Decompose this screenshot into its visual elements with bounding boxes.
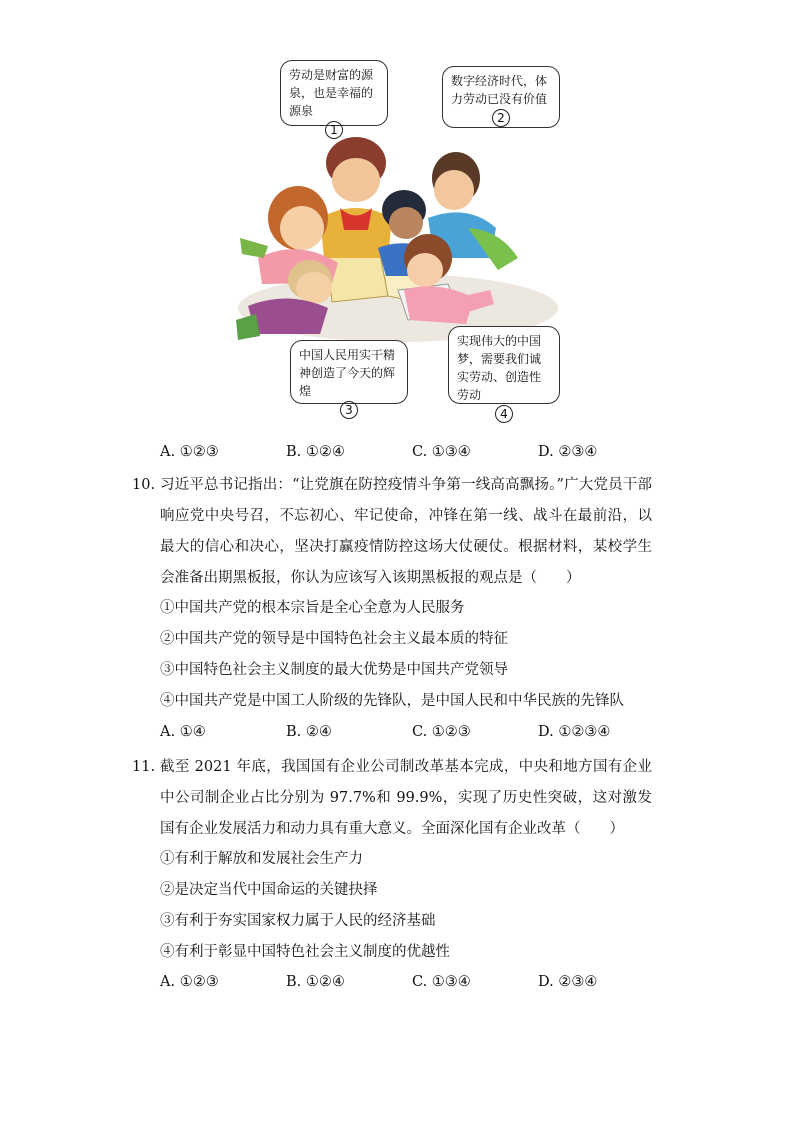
speech-bubble-1-text: 劳动是财富的源泉，也是幸福的源泉 (289, 68, 374, 118)
q9-options (160, 441, 720, 463)
q10-option-c[interactable]: C. ①②③ (412, 724, 471, 740)
q11-option-c[interactable]: C. ①③④ (412, 974, 471, 990)
q11-option-a[interactable]: A. ①②③ (160, 974, 219, 990)
bubble-number-2: 2 (492, 109, 510, 127)
q11-options (160, 971, 720, 993)
question-10-number: 10. (132, 477, 156, 493)
q10-statement-4: ④中国共产党是中国工人阶级的先锋队，是中国人民和中华民族的先锋队 (160, 693, 624, 709)
bubble-number-3: 3 (340, 401, 358, 419)
speech-bubble-3 (290, 340, 408, 417)
question-11-stem: 截至 2021 年底，我国国有企业公司制改革基本完成，中央和地方国有企业中公司制企业占比分别为 97.7%和 99.9%，实现了历史性突破，这对激发国有企业发展活力和动力具有重大意义。全面深化国有企业改革（ ） (160, 759, 652, 837)
speech-bubble-4-text: 实现伟大的中国梦，需要我们诚实劳动、创造性劳动 (457, 334, 542, 402)
speech-bubble-3-text: 中国人民用实干精神创造了今天的辉煌 (299, 348, 396, 398)
q10-statement-1: ①中国共产党的根本宗旨是全心全意为人民服务 (160, 600, 465, 616)
q10-option-d[interactable]: D. ①②③④ (538, 724, 611, 740)
speech-bubble-4 (448, 326, 560, 421)
q11-statement-1: ①有利于解放和发展社会生产力 (160, 851, 363, 867)
bubble-number-1: 1 (325, 121, 343, 139)
bubble-number-4: 4 (495, 405, 513, 423)
q10-option-a[interactable]: A. ①④ (160, 724, 206, 740)
question-10-stem: 习近平总书记指出：“让党旗在防控疫情斗争第一线高高飘扬。”广大党员干部响应党中央号召，不忘初心、牢记使命，冲锋在第一线、战斗在最前沿，以最大的信心和决心，坚决打赢疫情防控这场大仗硬仗。根据材料，某校学生会准备出期黑板报，你认为应该写入该期黑板报的观点是（ ） (160, 477, 652, 586)
q9-option-b[interactable]: B. ①②④ (286, 444, 345, 460)
q9-option-a[interactable]: A. ①②③ (160, 444, 219, 460)
q10-options (160, 721, 720, 743)
speech-bubble-1 (280, 60, 388, 137)
question-11 (132, 752, 652, 845)
q11-statement-2: ②是决定当代中国命运的关键抉择 (160, 882, 378, 898)
q9-option-d[interactable]: D. ②③④ (538, 444, 598, 460)
q11-statement-3: ③有利于夯实国家权力属于人民的经济基础 (160, 913, 436, 929)
q11-option-d[interactable]: D. ②③④ (538, 974, 598, 990)
q11-statement-4: ④有利于彰显中国特色社会主义制度的优越性 (160, 944, 450, 960)
q9-option-c[interactable]: C. ①③④ (412, 444, 471, 460)
q10-option-b[interactable]: B. ②④ (286, 724, 332, 740)
q10-statement-3: ③中国特色社会主义制度的最大优势是中国共产党领导 (160, 662, 508, 678)
question-10 (132, 470, 652, 594)
speech-bubble-2-text: 数字经济时代，体力劳动已没有价值 (451, 74, 548, 106)
q10-statement-2: ②中国共产党的领导是中国特色社会主义最本质的特征 (160, 631, 508, 647)
children-discussion-illustration (228, 58, 568, 421)
q11-option-b[interactable]: B. ①②④ (286, 974, 345, 990)
question-11-number: 11. (132, 759, 156, 775)
speech-bubble-2 (442, 66, 560, 128)
